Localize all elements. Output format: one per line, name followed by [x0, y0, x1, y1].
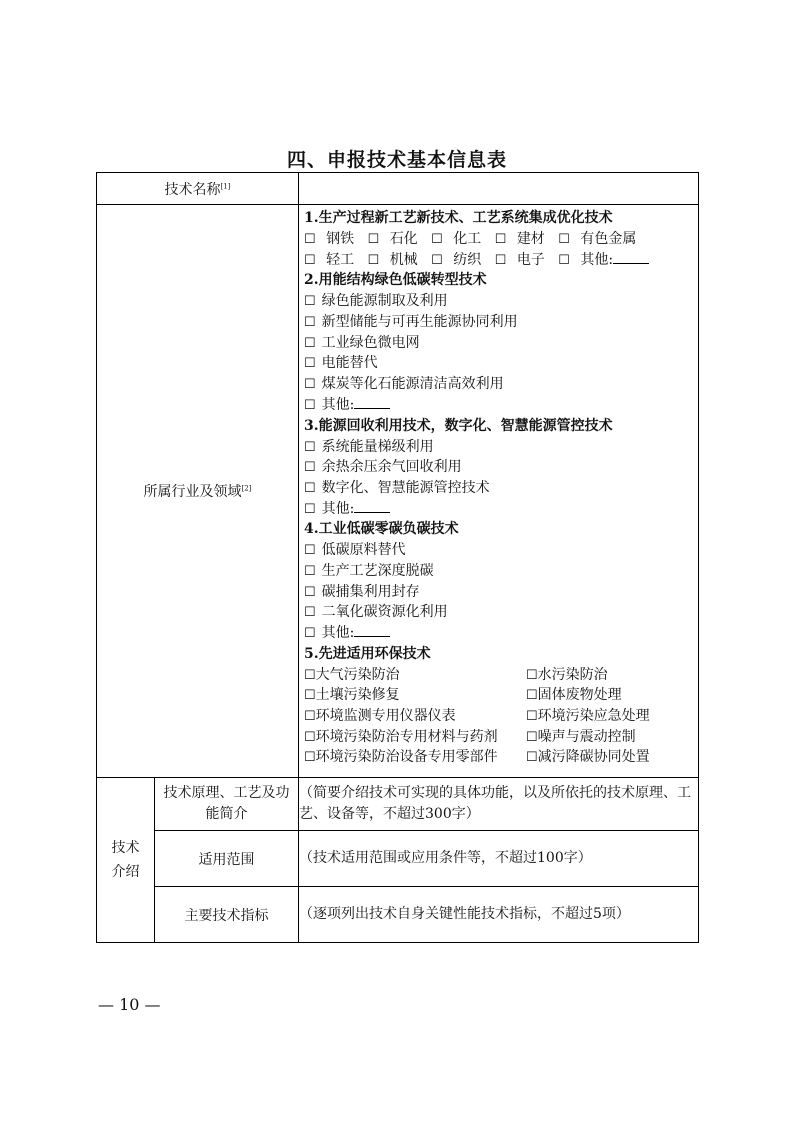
checkbox-emergency-response[interactable]: ☐环境污染应急处理 — [526, 708, 650, 725]
env-row-2 — [304, 685, 693, 706]
env-row-5 — [304, 747, 693, 768]
checkbox-textile[interactable]: ☐ 纺织 — [431, 251, 482, 268]
checkbox-waste-heat[interactable]: ☐ 余热余压余气回收利用 — [304, 459, 462, 476]
checkbox-icon: ☐ — [304, 335, 316, 351]
checkbox-icon: ☐ — [304, 750, 316, 766]
intro-label-cell — [97, 778, 155, 943]
category-1-row-2 — [304, 250, 693, 271]
checkbox-water-pollution[interactable]: ☐水污染防治 — [526, 666, 608, 683]
scope-field[interactable]: （技术适用范围或应用条件等，不超过100字） — [299, 831, 699, 887]
env-row-4 — [304, 727, 693, 748]
checkbox-air-pollution[interactable]: ☐大气污染防治 — [304, 666, 400, 683]
checkbox-microgrid[interactable]: ☐ 工业绿色微电网 — [304, 334, 420, 351]
checkbox-steel[interactable]: ☐ 钢铁 — [304, 231, 355, 247]
checkbox-other-2[interactable]: ☐ 其他: — [304, 395, 693, 416]
checkbox-icon: ☐ — [304, 626, 316, 641]
checkbox-materials-reagents[interactable]: ☐环境污染防治专用材料与药剂 — [304, 728, 498, 745]
checkbox-electric-substitution[interactable]: ☐ 电能替代 — [304, 355, 378, 372]
industry-label-cell — [97, 205, 299, 778]
checkbox-icon: ☐ — [304, 709, 316, 725]
checkbox-icon: ☐ — [367, 252, 380, 268]
checkbox-light-industry[interactable]: ☐ 轻工 — [304, 251, 355, 268]
checkbox-icon: ☐ — [304, 356, 316, 372]
note-2: [2] — [241, 484, 252, 493]
checkbox-icon: ☐ — [304, 439, 316, 455]
checkbox-chemical[interactable]: ☐ 化工 — [431, 231, 482, 247]
checkbox-co2-utilization[interactable]: ☐ 二氧化碳资源化利用 — [304, 604, 448, 621]
note-1: [1] — [220, 181, 231, 190]
checkbox-icon: ☐ — [526, 750, 538, 766]
other-blank[interactable] — [354, 624, 390, 637]
checkbox-icon: ☐ — [304, 252, 316, 268]
industry-options — [299, 205, 699, 778]
checkbox-petrochem[interactable]: ☐ 石化 — [367, 231, 418, 247]
checkbox-nonferrous[interactable]: ☐ 有色金属 — [558, 231, 637, 247]
checkbox-icon: ☐ — [304, 563, 316, 579]
checkbox-icon: ☐ — [494, 252, 507, 268]
checkbox-icon: ☐ — [431, 232, 443, 247]
scope-label: 适用范围 — [155, 831, 299, 887]
checkbox-icon: ☐ — [558, 232, 570, 247]
checkbox-low-carbon-material[interactable]: ☐ 低碳原料替代 — [304, 542, 406, 559]
checkbox-ccus[interactable]: ☐ 碳捕集利用封存 — [304, 583, 420, 600]
checkbox-icon: ☐ — [304, 315, 316, 331]
tech-name-label-cell — [97, 173, 299, 205]
category-1-title: 1.生产过程新工艺新技术、工艺系统集成优化技术 — [304, 210, 613, 226]
checkbox-icon: ☐ — [367, 232, 380, 247]
page-number: — 10 — — [98, 995, 161, 1014]
checkbox-icon: ☐ — [304, 667, 316, 683]
env-row-3 — [304, 706, 693, 727]
checkbox-icon: ☐ — [526, 667, 538, 683]
page-title: 四、申报技术基本信息表 — [286, 149, 507, 171]
checkbox-icon: ☐ — [431, 252, 443, 268]
checkbox-other-1[interactable]: ☐ 其他: — [558, 250, 649, 272]
checkbox-icon: ☐ — [304, 543, 316, 559]
checkbox-icon: ☐ — [558, 252, 570, 268]
checkbox-icon: ☐ — [494, 232, 507, 247]
category-3-title: 3.能源回收利用技术，数字化、智慧能源管控技术 — [304, 417, 613, 434]
checkbox-icon: ☐ — [526, 729, 538, 745]
industry-label: 所属行业及领域 — [143, 484, 242, 500]
checkbox-icon: ☐ — [304, 480, 316, 496]
checkbox-building-material[interactable]: ☐ 建材 — [494, 231, 545, 247]
checkbox-green-energy[interactable]: ☐ 绿色能源制取及利用 — [304, 293, 448, 310]
checkbox-energy-storage[interactable]: ☐ 新型储能与可再生能源协同利用 — [304, 314, 518, 331]
category-4-title: 4.工业低碳零碳负碳技术 — [304, 521, 459, 538]
checkbox-other-4[interactable]: ☐ 其他: — [304, 623, 693, 644]
checkbox-other-3[interactable]: ☐ 其他: — [304, 499, 693, 520]
checkbox-noise-vibration[interactable]: ☐噪声与震动控制 — [526, 728, 636, 745]
category-5-title: 5.先进适用环保技术 — [304, 645, 431, 662]
checkbox-icon: ☐ — [526, 709, 538, 725]
tech-name-label: 技术名称 — [164, 181, 221, 198]
checkbox-pollution-carbon-synergy[interactable]: ☐减污降碳协同处置 — [526, 749, 650, 766]
other-blank[interactable] — [354, 396, 390, 409]
principle-field[interactable]: （简要介绍技术可实现的具体功能，以及所依托的技术原理、工艺、设备等，不超过300字） — [299, 778, 699, 831]
other-blank[interactable] — [354, 500, 390, 513]
checkbox-machinery[interactable]: ☐ 机械 — [367, 251, 418, 268]
checkbox-solid-waste[interactable]: ☐固体废物处理 — [526, 687, 622, 704]
checkbox-icon: ☐ — [304, 501, 316, 517]
checkbox-icon: ☐ — [304, 232, 316, 247]
indicators-field[interactable]: （逐项列出技术自身关键性能技术指标，不超过5项） — [299, 887, 699, 943]
category-1-row-1 — [304, 229, 693, 250]
checkbox-equipment-parts[interactable]: ☐环境污染防治设备专用零部件 — [304, 749, 498, 766]
intro-label: 技术介绍 — [111, 840, 140, 880]
checkbox-icon: ☐ — [304, 294, 316, 310]
checkbox-icon: ☐ — [304, 397, 316, 413]
tech-info-table — [96, 172, 699, 943]
checkbox-icon: ☐ — [526, 688, 538, 704]
env-row-1 — [304, 665, 693, 686]
tech-name-field[interactable] — [299, 173, 699, 205]
checkbox-deep-decarbonization[interactable]: ☐ 生产工艺深度脱碳 — [304, 562, 434, 579]
checkbox-clean-fossil[interactable]: ☐ 煤炭等化石能源清洁高效利用 — [304, 376, 504, 393]
checkbox-electronics[interactable]: ☐ 电子 — [494, 251, 545, 268]
checkbox-icon: ☐ — [304, 460, 316, 476]
principle-label: 技术原理、工艺及功能简介 — [155, 778, 299, 831]
checkbox-monitoring-instruments[interactable]: ☐环境监测专用仪器仪表 — [304, 708, 456, 725]
other-blank[interactable] — [613, 251, 649, 264]
checkbox-icon: ☐ — [304, 377, 316, 393]
checkbox-soil-remediation[interactable]: ☐土壤污染修复 — [304, 687, 400, 704]
checkbox-cascade-utilization[interactable]: ☐ 系统能量梯级利用 — [304, 438, 434, 455]
category-2-title: 2.用能结构绿色低碳转型技术 — [304, 272, 487, 289]
indicators-label: 主要技术指标 — [155, 887, 299, 943]
checkbox-icon: ☐ — [304, 584, 316, 600]
checkbox-icon: ☐ — [304, 605, 316, 621]
checkbox-icon: ☐ — [304, 688, 316, 704]
checkbox-smart-energy[interactable]: ☐ 数字化、智慧能源管控技术 — [304, 479, 490, 496]
checkbox-icon: ☐ — [304, 729, 316, 745]
